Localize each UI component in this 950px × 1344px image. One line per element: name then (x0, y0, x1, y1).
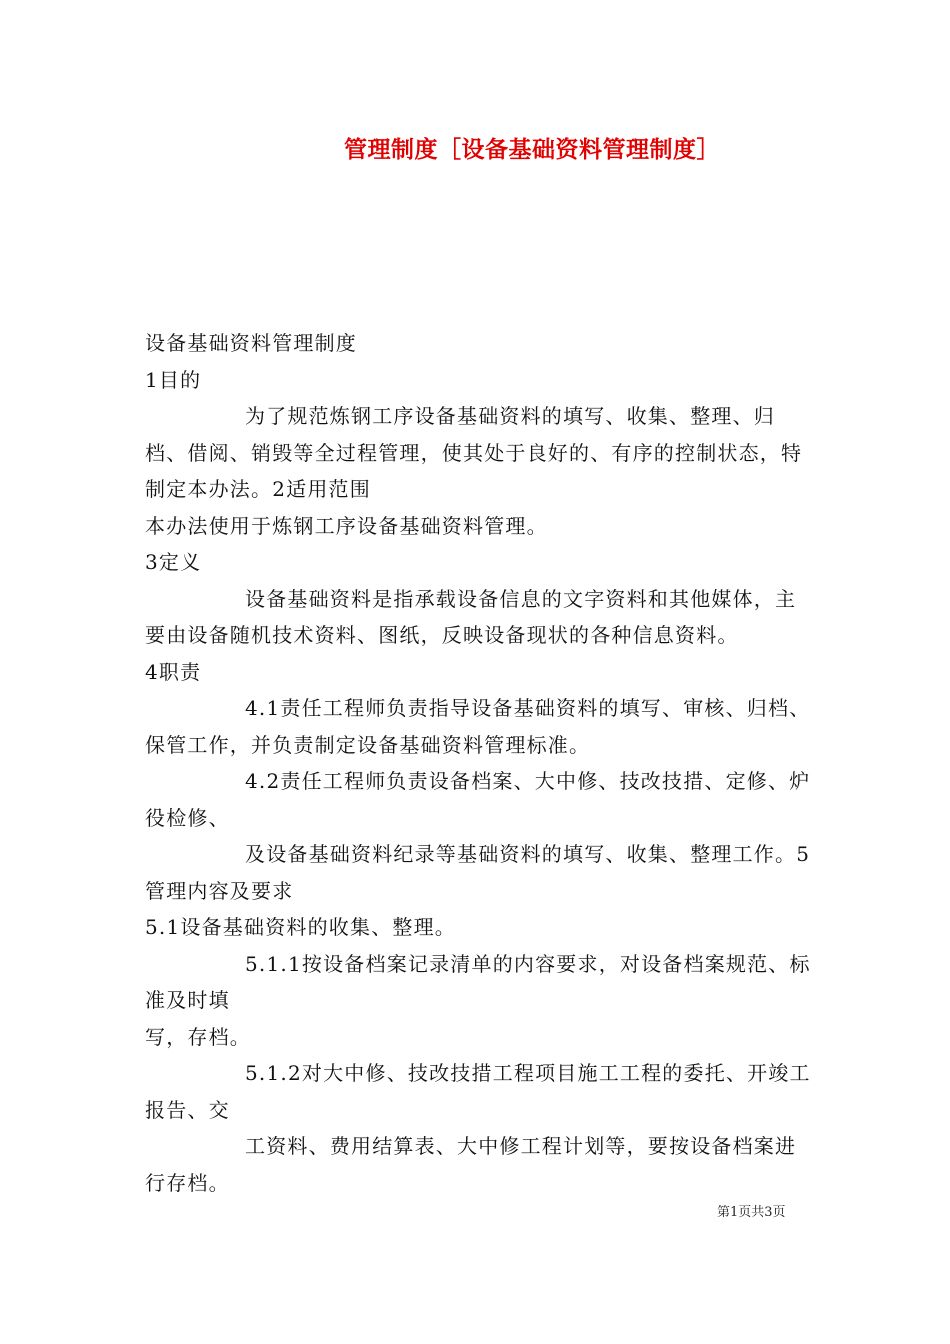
paragraph: 5.1设备基础资料的收集、整理。 (145, 915, 457, 939)
paragraph: 4.2责任工程师负责设备档案、大中修、技改技措、定修、炉役检修、 (145, 769, 811, 830)
document-body (145, 325, 815, 1201)
document-title: 管理制度［设备基础资料管理制度］ (344, 136, 720, 163)
paragraph: 本办法使用于炼钢工序设备基础资料管理。 (145, 513, 548, 538)
paragraph: 写，存档。 (145, 1024, 251, 1049)
paragraph: 4.1责任工程师负责指导设备基础资料的填写、审核、归档、保管工作，并负责制定设备基础资料管理标准。 (145, 696, 811, 757)
section-heading: 1目的 (145, 367, 202, 392)
page-number: 第1页共3页 (717, 1205, 786, 1220)
paragraph: 及设备基础资料纪录等基础资料的填写、收集、整理工作。5管理内容及要求 (145, 842, 811, 903)
paragraph: 工资料、费用结算表、大中修工程计划等，要按设备档案进行存档。 (145, 1134, 797, 1195)
paragraph: 5.1.2对大中修、技改技措工程项目施工工程的委托、开竣工报告、交 (145, 1061, 811, 1122)
section-heading: 3定义 (145, 550, 202, 574)
paragraph: 设备基础资料是指承载设备信息的文字资料和其他媒体，主要由设备随机技术资料、图纸，反映设备现状的各种信息资料。 (145, 586, 797, 647)
paragraph: 为了规范炼钢工序设备基础资料的填写、收集、整理、归档、借阅、销毁等全过程管理，使其处于良好的、有序的控制状态，特制定本办法。2适用范围 (145, 404, 803, 501)
section-heading: 4职责 (145, 659, 202, 684)
paragraph: 5.1.1按设备档案记录清单的内容要求，对设备档案规范、标准及时填 (145, 951, 811, 1012)
section-heading: 设备基础资料管理制度 (145, 331, 357, 355)
